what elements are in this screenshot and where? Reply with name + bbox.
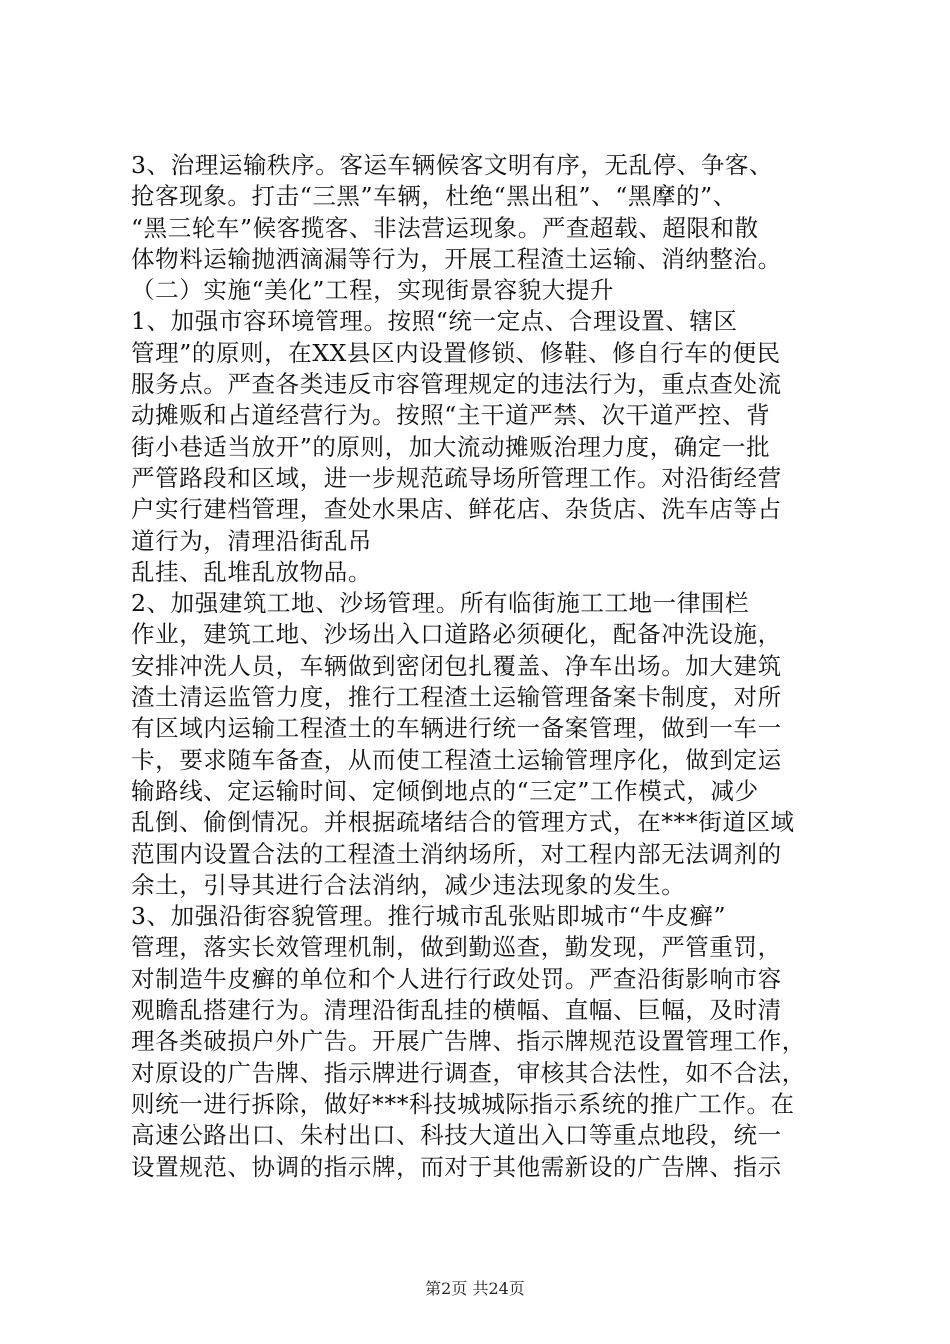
text-line: “黑三轮车”候客揽客、非法营运现象。严查超载、超限和散 (131, 213, 759, 242)
text-line: 乱倒、偷倒情况。并根据疏堵结合的管理方式，在***街道区域 (131, 808, 795, 837)
text-line: 抢客现象。打击“三黑”车辆，杜绝“黑出租”、“黑摩的”、 (131, 182, 737, 211)
text-line: 体物料运输抛洒滴漏等行为，开展工程渣土运输、消纳整治。 (131, 244, 782, 273)
text-line: 管理”的原则，在XX县区内设置修锁、修鞋、修自行车的便民 (131, 338, 781, 367)
text-line: 动摊贩和占道经营行为。按照“主干道严禁、次干道严控、背 (131, 401, 771, 430)
text-line: 乱挂、乱堆乱放物品。 (131, 557, 372, 586)
text-line: 输路线、定运输时间、定倾倒地点的“三定”工作模式，减少 (131, 776, 759, 805)
text-line: 户实行建档管理，查处水果店、鲜花店、杂货店、洗车店等占 (131, 495, 782, 524)
body-text (131, 150, 831, 1183)
page-number-footer: 第2页 共24页 (425, 1279, 525, 1298)
text-line: 范围内设置合法的工程渣土消纳场所，对工程内部无法调剂的 (131, 839, 782, 868)
text-line: 设置规范、协调的指示牌，而对于其他需新设的广告牌、指示 (131, 1152, 782, 1181)
text-line: 3、加强沿街容貌管理。推行城市乱张贴即城市“牛皮癣” (131, 902, 727, 931)
text-line: 观瞻乱搭建行为。清理沿街乱挂的横幅、直幅、巨幅，及时清 (131, 996, 782, 1025)
text-line: 卡，要求随车备查，从而使工程渣土运输管理序化，做到定运 (131, 745, 782, 774)
text-line: 服务点。严查各类违反市容管理规定的违法行为，重点查处流 (131, 370, 782, 399)
text-line: 严管路段和区域，进一步规范疏导场所管理工作。对沿街经营 (131, 463, 782, 492)
section-heading: （二）实施“美化”工程，实现街景容貌大提升 (131, 276, 615, 305)
text-line: 作业，建筑工地、沙场出入口道路必须硬化，配备冲洗设施， (131, 620, 782, 649)
text-line: 高速公路出口、朱村出口、科技大道出入口等重点地段，统一 (131, 1121, 782, 1150)
text-line: 有区域内运输工程渣土的车辆进行统一备案管理，做到一车一 (131, 714, 782, 743)
text-line: 街小巷适当放开”的原则，加大流动摊贩治理力度，确定一批 (131, 432, 771, 461)
text-line: 渣土清运监管力度，推行工程渣土运输管理备案卡制度，对所 (131, 683, 782, 712)
text-line: 理各类破损户外广告。开展广告牌、指示牌规范设置管理工作， (131, 1027, 806, 1056)
text-line: 对制造牛皮癣的单位和个人进行行政处罚。严查沿街影响市容 (131, 964, 782, 993)
text-line: 管理，落实长效管理机制，做到勤巡查，勤发现，严管重罚， (131, 933, 782, 962)
text-line: 道行为，清理沿街乱吊 (131, 526, 372, 555)
text-line: 3、治理运输秩序。客运车辆候客文明有序，无乱停、争客、 (131, 151, 774, 179)
text-line: 2、加强建筑工地、沙场管理。所有临街施工工地一律围栏 (131, 589, 750, 618)
text-line: 安排冲洗人员，车辆做到密闭包扎覆盖、净车出场。加大建筑 (131, 651, 782, 680)
text-line: 则统一进行拆除，做好***科技城城际指示系统的推广工作。在 (131, 1089, 795, 1118)
text-line: 余土，引导其进行合法消纳，减少违法现象的发生。 (131, 870, 686, 899)
text-line: 1、加强市容环境管理。按照“统一定点、合理设置、辖区 (131, 307, 738, 336)
text-line: 对原设的广告牌、指示牌进行调查，审核其合法性，如不合法， (131, 1058, 806, 1087)
